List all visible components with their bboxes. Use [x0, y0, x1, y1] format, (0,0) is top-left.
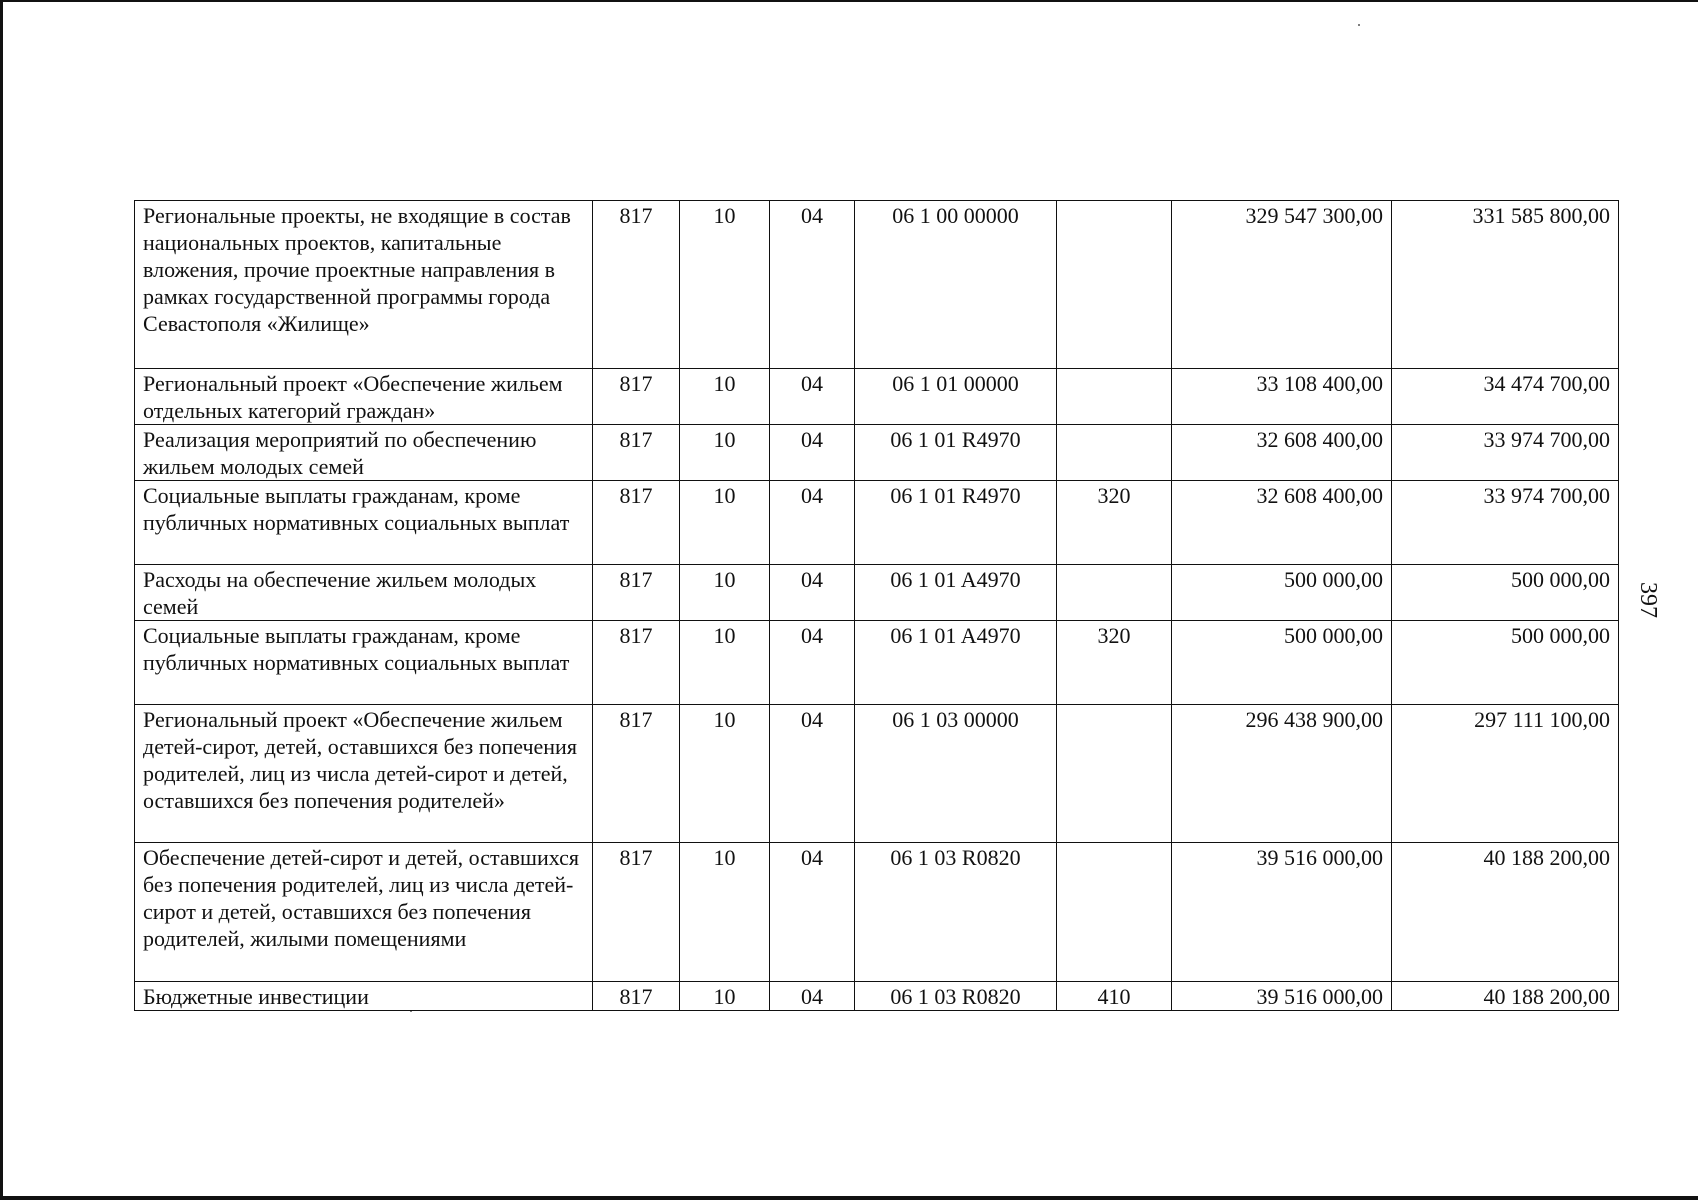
subsection-code-cell: 04: [770, 425, 855, 481]
ministry-code-cell: 817: [593, 201, 680, 369]
amount-1-cell: 39 516 000,00: [1172, 843, 1392, 982]
section-code-cell: 10: [680, 705, 770, 843]
subsection-code-cell: 04: [770, 565, 855, 621]
row-name-cell: Обеспечение детей-сирот и детей, оставшихся без попечения родителей, лиц из числа детей-сирот и детей, оставшихся без попечения родителей, жилыми помещениями: [135, 843, 593, 982]
amount-2-cell: 500 000,00: [1392, 565, 1619, 621]
ministry-code-cell: 817: [593, 369, 680, 425]
ministry-code-cell: 817: [593, 425, 680, 481]
section-code-cell: 10: [680, 481, 770, 565]
ministry-code-cell: 817: [593, 705, 680, 843]
target-code-cell: 06 1 01 R4970: [855, 481, 1057, 565]
section-code-cell: 10: [680, 982, 770, 1011]
subsection-code-cell: 04: [770, 621, 855, 705]
section-code-cell: 10: [680, 425, 770, 481]
amount-2-cell: 500 000,00: [1392, 621, 1619, 705]
target-code-cell: 06 1 01 A4970: [855, 621, 1057, 705]
subsection-code-cell: 04: [770, 705, 855, 843]
table-row: [135, 705, 1619, 843]
amount-1-cell: 296 438 900,00: [1172, 705, 1392, 843]
target-code-cell: 06 1 01 A4970: [855, 565, 1057, 621]
row-name-cell: Региональный проект «Обеспечение жильем детей-сирот, детей, оставшихся без попечения родителей, лиц из числа детей-сирот и детей, оставшихся без попечения родителей»: [135, 705, 593, 843]
amount-1-cell: 33 108 400,00: [1172, 369, 1392, 425]
ministry-code-cell: 817: [593, 621, 680, 705]
amount-2-cell: 331 585 800,00: [1392, 201, 1619, 369]
subsection-code-cell: 04: [770, 982, 855, 1011]
expense-type-cell: 410: [1057, 982, 1172, 1011]
target-code-cell: 06 1 01 R4970: [855, 425, 1057, 481]
target-code-cell: 06 1 03 R0820: [855, 843, 1057, 982]
amount-1-cell: 32 608 400,00: [1172, 481, 1392, 565]
section-code-cell: 10: [680, 369, 770, 425]
amount-1-cell: 329 547 300,00: [1172, 201, 1392, 369]
subsection-code-cell: 04: [770, 843, 855, 982]
table-row: [135, 565, 1619, 621]
table-row: [135, 982, 1619, 1011]
amount-2-cell: 40 188 200,00: [1392, 843, 1619, 982]
ministry-code-cell: 817: [593, 481, 680, 565]
section-code-cell: 10: [680, 201, 770, 369]
budget-table: [134, 200, 1619, 1011]
table-row: [135, 621, 1619, 705]
row-name-cell: Реализация мероприятий по обеспечению жильем молодых семей: [135, 425, 593, 481]
amount-1-cell: 500 000,00: [1172, 565, 1392, 621]
expense-type-cell: [1057, 565, 1172, 621]
ministry-code-cell: 817: [593, 565, 680, 621]
section-code-cell: 10: [680, 565, 770, 621]
row-name-cell: Расходы на обеспечение жильем молодых семей: [135, 565, 593, 621]
amount-1-cell: 32 608 400,00: [1172, 425, 1392, 481]
row-name-cell: Социальные выплаты гражданам, кроме публичных нормативных социальных выплат: [135, 481, 593, 565]
scan-speck: [1358, 24, 1360, 26]
target-code-cell: 06 1 03 00000: [855, 705, 1057, 843]
amount-2-cell: 33 974 700,00: [1392, 425, 1619, 481]
target-code-cell: 06 1 01 00000: [855, 369, 1057, 425]
amount-2-cell: 33 974 700,00: [1392, 481, 1619, 565]
expense-type-cell: 320: [1057, 481, 1172, 565]
row-name-cell: Социальные выплаты гражданам, кроме публичных нормативных социальных выплат: [135, 621, 593, 705]
amount-2-cell: 297 111 100,00: [1392, 705, 1619, 843]
table-row: [135, 369, 1619, 425]
target-code-cell: 06 1 00 00000: [855, 201, 1057, 369]
table-row: [135, 201, 1619, 369]
amount-1-cell: 500 000,00: [1172, 621, 1392, 705]
row-name-cell: Региональные проекты, не входящие в состав национальных проектов, капитальные вложения, прочие проектные направления в рамках государственной программы города Севастополя «Жилище»: [135, 201, 593, 369]
subsection-code-cell: 04: [770, 201, 855, 369]
expense-type-cell: [1057, 425, 1172, 481]
expense-type-cell: 320: [1057, 621, 1172, 705]
budget-table-body: [135, 201, 1619, 1011]
section-code-cell: 10: [680, 621, 770, 705]
page-number: 397: [1635, 582, 1661, 618]
row-name-cell: Бюджетные инвестиции: [135, 982, 593, 1011]
amount-2-cell: 40 188 200,00: [1392, 982, 1619, 1011]
expense-type-cell: [1057, 705, 1172, 843]
amount-1-cell: 39 516 000,00: [1172, 982, 1392, 1011]
expense-type-cell: [1057, 201, 1172, 369]
ministry-code-cell: 817: [593, 982, 680, 1011]
expense-type-cell: [1057, 843, 1172, 982]
expense-type-cell: [1057, 369, 1172, 425]
row-name-cell: Региональный проект «Обеспечение жильем отдельных категорий граждан»: [135, 369, 593, 425]
table-row: [135, 843, 1619, 982]
subsection-code-cell: 04: [770, 369, 855, 425]
section-code-cell: 10: [680, 843, 770, 982]
target-code-cell: 06 1 03 R0820: [855, 982, 1057, 1011]
table-row: [135, 425, 1619, 481]
subsection-code-cell: 04: [770, 481, 855, 565]
ministry-code-cell: 817: [593, 843, 680, 982]
amount-2-cell: 34 474 700,00: [1392, 369, 1619, 425]
table-row: [135, 481, 1619, 565]
